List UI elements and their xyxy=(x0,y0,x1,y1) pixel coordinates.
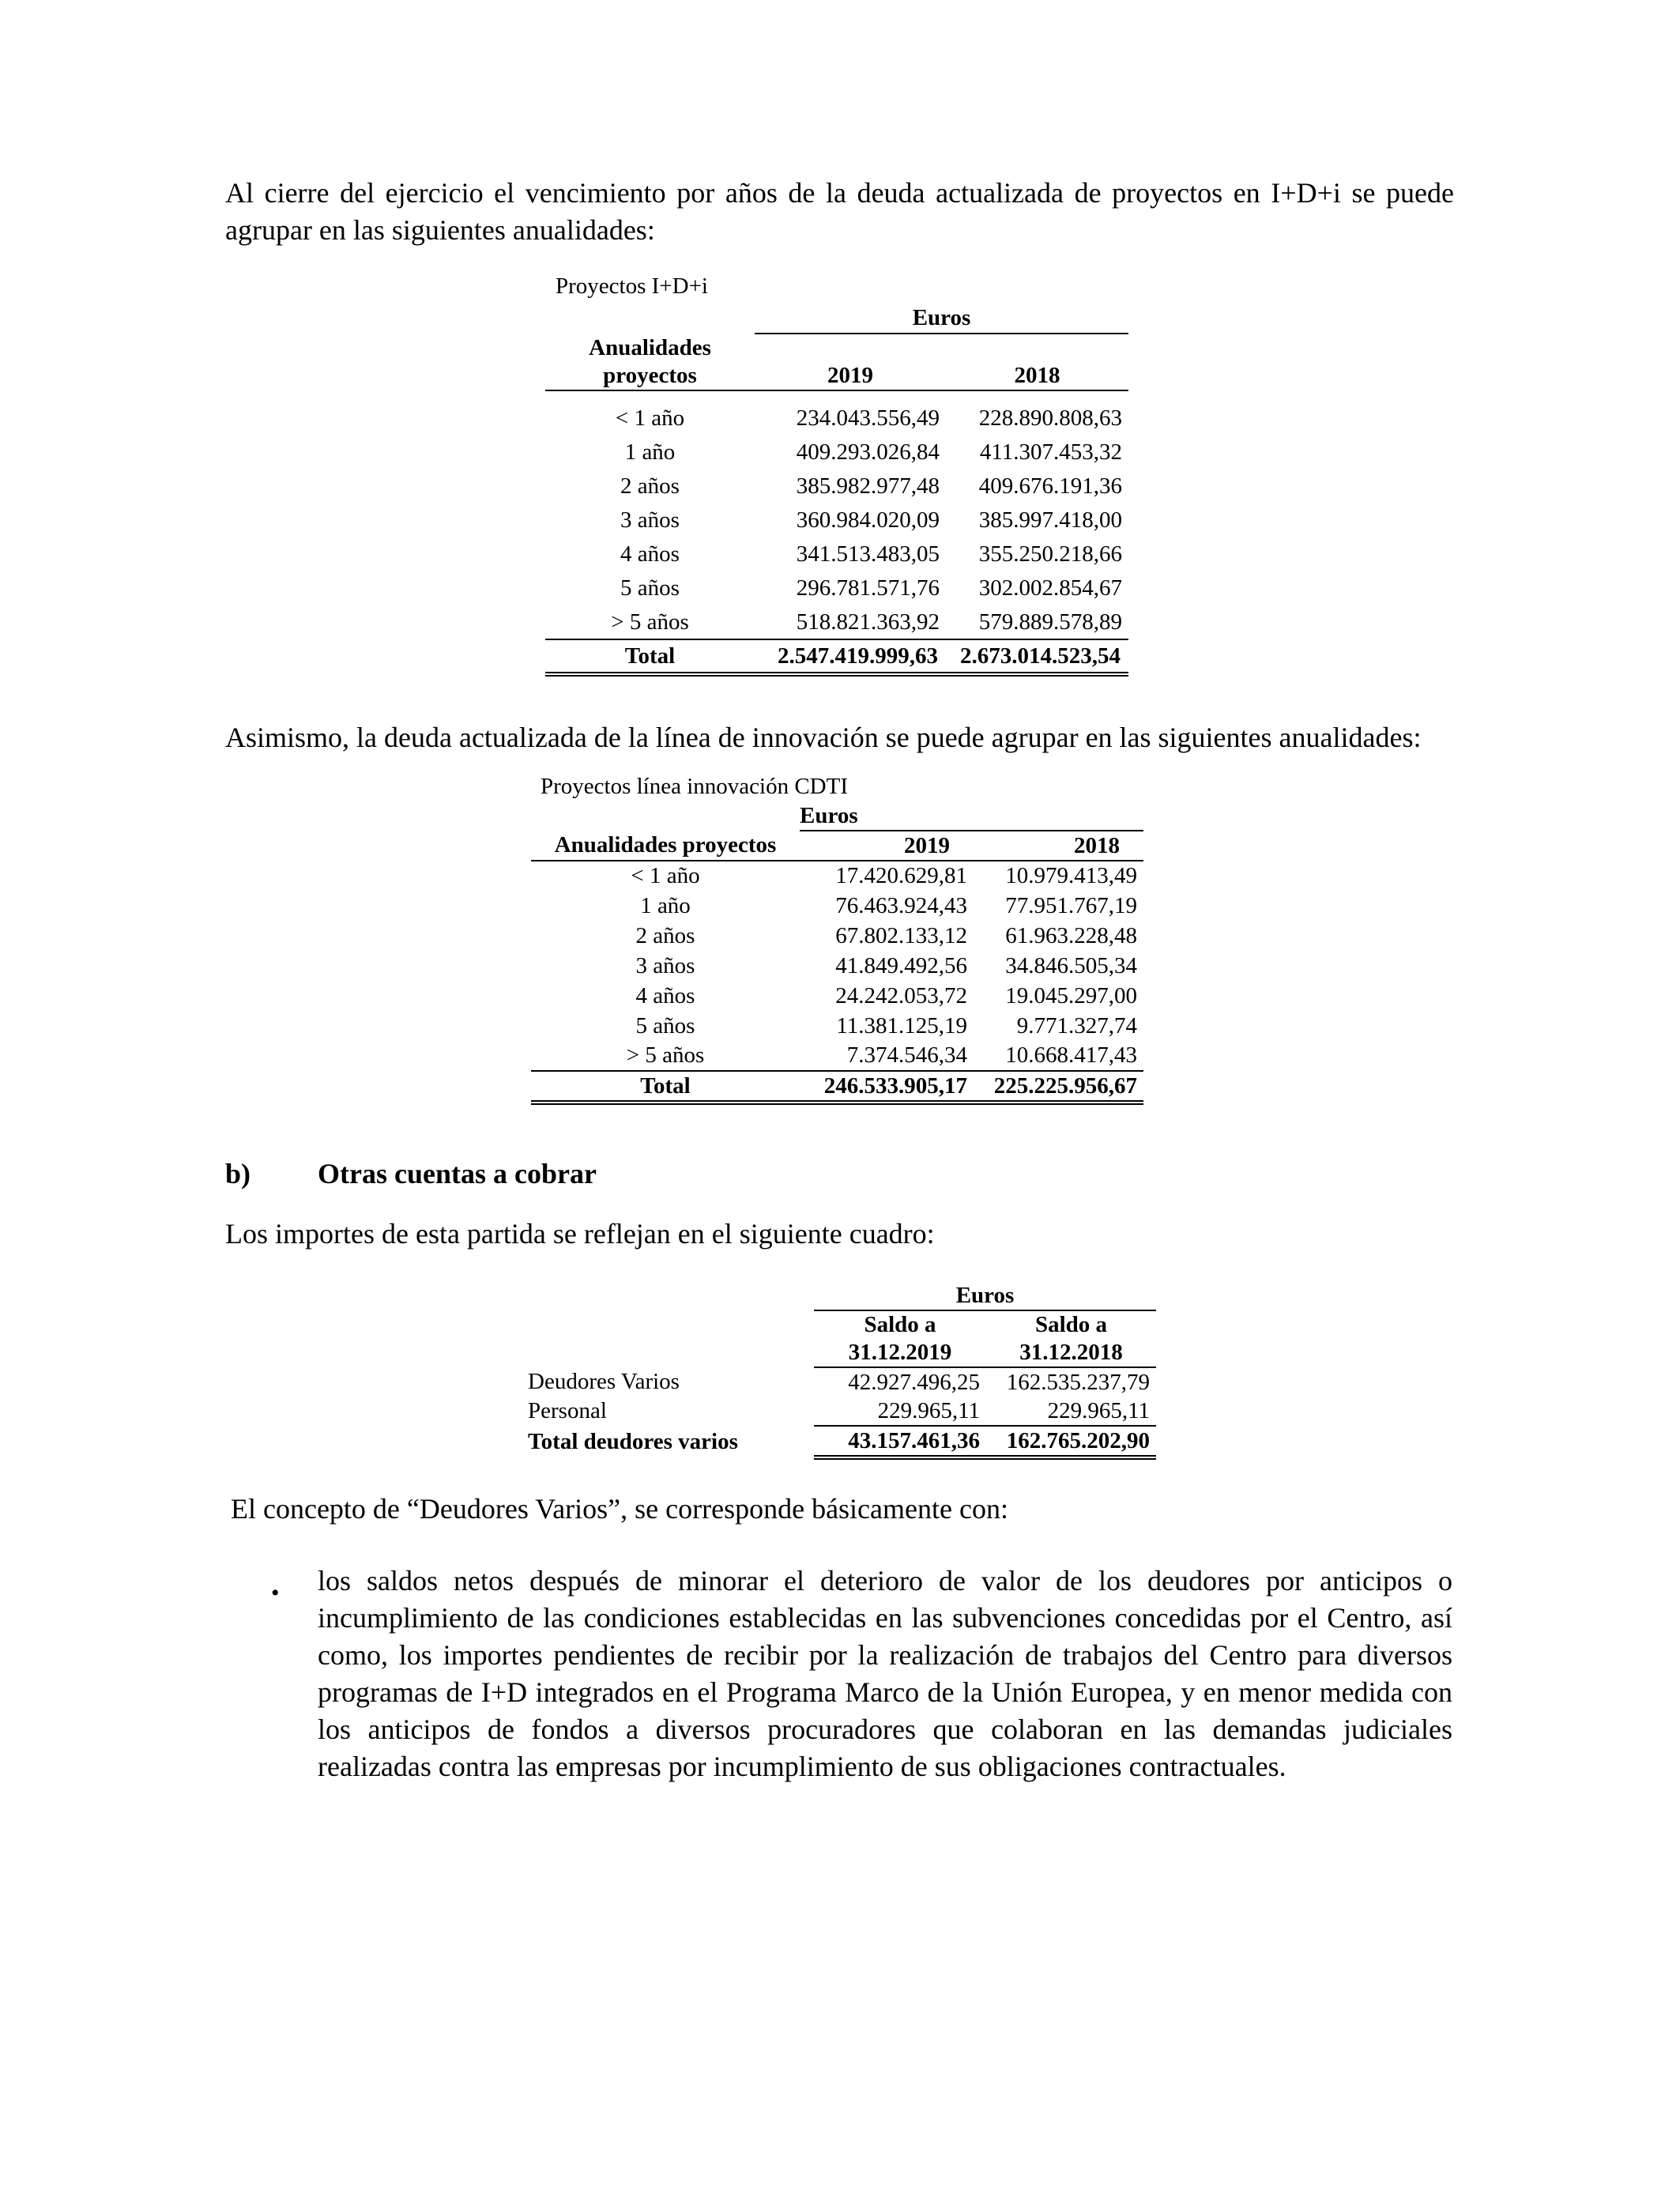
table2-row xyxy=(531,981,1143,1011)
table2-total-label: Total xyxy=(531,1071,800,1103)
table1-row-label: > 5 años xyxy=(611,609,689,635)
table1-row-value-2018: 302.002.854,67 xyxy=(978,575,1122,601)
table1-row-label: 5 años xyxy=(620,575,680,601)
table3-currency-header: Euros xyxy=(814,1282,1156,1310)
table1-row-value-2019: 296.781.571,76 xyxy=(796,575,940,601)
table1-row xyxy=(545,469,1128,503)
table2 xyxy=(531,802,1143,1105)
table1-row xyxy=(545,503,1128,537)
table2-row-label: 3 años xyxy=(635,952,695,978)
table3-row-value-2018: 229.965,11 xyxy=(1047,1397,1150,1423)
table3-row-label: Deudores Varios xyxy=(528,1369,680,1394)
table2-row-label: > 5 años xyxy=(626,1042,705,1068)
table2-col-label: Anualidades proyectos xyxy=(531,831,800,861)
table1-row-value-2018: 228.890.808,63 xyxy=(978,405,1122,431)
table1-row xyxy=(545,571,1128,605)
table3-row-value-2018: 162.535.237,79 xyxy=(1006,1369,1150,1395)
table2-row-value-2019: 76.463.924,43 xyxy=(835,892,967,918)
fourth-paragraph: El concepto de “Deudores Varios”, se corresponde básicamente con: xyxy=(231,1493,1008,1525)
table2-row-value-2018: 9.771.327,74 xyxy=(1016,1012,1137,1039)
bullet-dot: • xyxy=(271,1580,280,1606)
table2-row-value-2019: 41.849.492,56 xyxy=(835,952,967,978)
table2-row-value-2018: 10.668.417,43 xyxy=(1005,1042,1137,1068)
table1-currency-header: Euros xyxy=(755,303,1128,334)
table2-year2-header: 2018 xyxy=(974,831,1143,861)
table1-row xyxy=(545,537,1128,571)
table1-col-label-line2: proyectos xyxy=(545,362,755,390)
table2-row-label: < 1 año xyxy=(631,863,700,888)
table1-row xyxy=(545,605,1128,639)
table2-total-2018: 225.225.956,67 xyxy=(974,1071,1143,1103)
table1-year1-header: 2019 xyxy=(755,362,946,390)
table1-row-value-2018: 355.250.218,66 xyxy=(978,541,1122,567)
table1-row-value-2019: 360.984.020,09 xyxy=(796,507,940,533)
table2-row-label: 2 años xyxy=(635,922,695,948)
table1-row-value-2018: 385.997.418,00 xyxy=(978,507,1122,533)
table2-row-value-2018: 19.045.297,00 xyxy=(1005,982,1137,1008)
table2-row-value-2018: 34.846.505,34 xyxy=(1005,952,1137,978)
table2-year1-header: 2019 xyxy=(800,831,974,861)
table2-row xyxy=(531,951,1143,981)
table2-row xyxy=(531,921,1143,951)
table1-row-label: 2 años xyxy=(620,473,680,499)
table3-row xyxy=(528,1367,1156,1397)
table1-row-value-2019: 234.043.556,49 xyxy=(796,405,940,431)
table1-col-label-line1: Anualidades xyxy=(589,334,711,360)
table2-caption: Proyectos línea innovación CDTI xyxy=(541,774,848,799)
table1-caption: Proyectos I+D+i xyxy=(556,273,708,299)
bullet-text: los saldos netos después de minorar el deterioro de valor de los deudores por anticipos o incumplimiento de las condiciones establecidas en las subvenciones concedidas por el Centro, así como, los importes pendientes de recibir por la realización de trabajos del Centro para diversos programas de I+D integrados en el Programa Marco de la Unión Europea, y en menor medida con los anticipos de fondos a diversos procuradores que colaboran en las demandas judiciales realizadas contra las empresas por incumplimiento de sus obligaciones contractuales. xyxy=(318,1565,1452,1782)
table1-row-label: < 1 año xyxy=(615,405,685,431)
table2-row-value-2018: 61.963.228,48 xyxy=(1005,922,1137,948)
section-b-letter: b) xyxy=(225,1158,251,1189)
table3-total-2019: 43.157.461,36 xyxy=(814,1426,986,1457)
table3-row-label: Personal xyxy=(528,1398,607,1423)
table1-row xyxy=(545,435,1128,469)
table2-row-value-2019: 24.242.053,72 xyxy=(835,982,967,1008)
table1-row-value-2018: 579.889.578,89 xyxy=(978,609,1122,635)
table2-row xyxy=(531,1011,1143,1041)
table2-row-value-2019: 11.381.125,19 xyxy=(836,1012,967,1039)
table3-row-value-2019: 42.927.496,25 xyxy=(848,1369,980,1395)
table1-total-2019: 2.547.419.999,63 xyxy=(755,639,946,674)
table2-row-label: 1 año xyxy=(640,892,691,918)
table2-row-value-2018: 10.979.413,49 xyxy=(1005,863,1137,888)
table3-row-value-2019: 229.965,11 xyxy=(877,1397,980,1423)
table1 xyxy=(545,303,1128,677)
table2-row-label: 4 años xyxy=(635,982,695,1008)
third-paragraph: Los importes de esta partida se reflejan en el siguiente cuadro: xyxy=(225,1218,935,1250)
table2-row xyxy=(531,891,1143,921)
table1-row-value-2019: 409.293.026,84 xyxy=(796,439,940,465)
table2-row-value-2019: 17.420.629,81 xyxy=(835,863,967,888)
table1-row-value-2018: 409.676.191,36 xyxy=(978,473,1122,499)
second-paragraph: Asimismo, la deuda actualizada de la línea de innovación se puede agrupar en las siguientes anualidades: xyxy=(225,722,1422,753)
table3-row xyxy=(528,1397,1156,1426)
table3 xyxy=(528,1282,1156,1460)
table1-row-value-2019: 385.982.977,48 xyxy=(796,473,940,499)
table2-row xyxy=(531,1041,1143,1071)
table3-total-2018: 162.765.202,90 xyxy=(986,1426,1156,1457)
table3-total-label: Total deudores varios xyxy=(528,1428,738,1454)
table2-row-label: 5 años xyxy=(635,1012,695,1039)
table3-col2-line2: 31.12.2018 xyxy=(986,1339,1156,1367)
table2-row xyxy=(531,861,1143,891)
table1-row-label: 4 años xyxy=(620,541,680,567)
table2-total-2019: 246.533.905,17 xyxy=(800,1071,974,1103)
table2-row-value-2019: 67.802.133,12 xyxy=(835,922,967,948)
table1-row-value-2018: 411.307.453,32 xyxy=(979,439,1122,465)
table2-currency-header: Euros xyxy=(800,802,974,831)
table3-col2-line1: Saldo a xyxy=(1034,1312,1108,1337)
table1-row xyxy=(545,401,1128,435)
table3-col1-line1: Saldo a xyxy=(864,1312,936,1337)
intro-paragraph: Al cierre del ejercicio el vencimiento por años de la deuda actualizada de proyectos en I+D+i se puede agrupar en las siguientes anualidades: xyxy=(225,177,1454,246)
table2-row-value-2019: 7.374.546,34 xyxy=(846,1042,967,1068)
table1-row-label: 3 años xyxy=(620,507,680,533)
table1-row-value-2019: 341.513.483,05 xyxy=(796,541,940,567)
table2-row-value-2018: 77.951.767,19 xyxy=(1005,892,1137,918)
table3-col1-line2: 31.12.2019 xyxy=(814,1339,986,1367)
section-b-title: Otras cuentas a cobrar xyxy=(318,1158,597,1189)
table1-row-label: 1 año xyxy=(624,439,676,465)
table1-year2-header: 2018 xyxy=(946,362,1128,390)
table1-total-2018: 2.673.014.523,54 xyxy=(946,639,1128,674)
table1-total-label: Total xyxy=(545,639,755,674)
table1-row-value-2019: 518.821.363,92 xyxy=(796,609,940,635)
